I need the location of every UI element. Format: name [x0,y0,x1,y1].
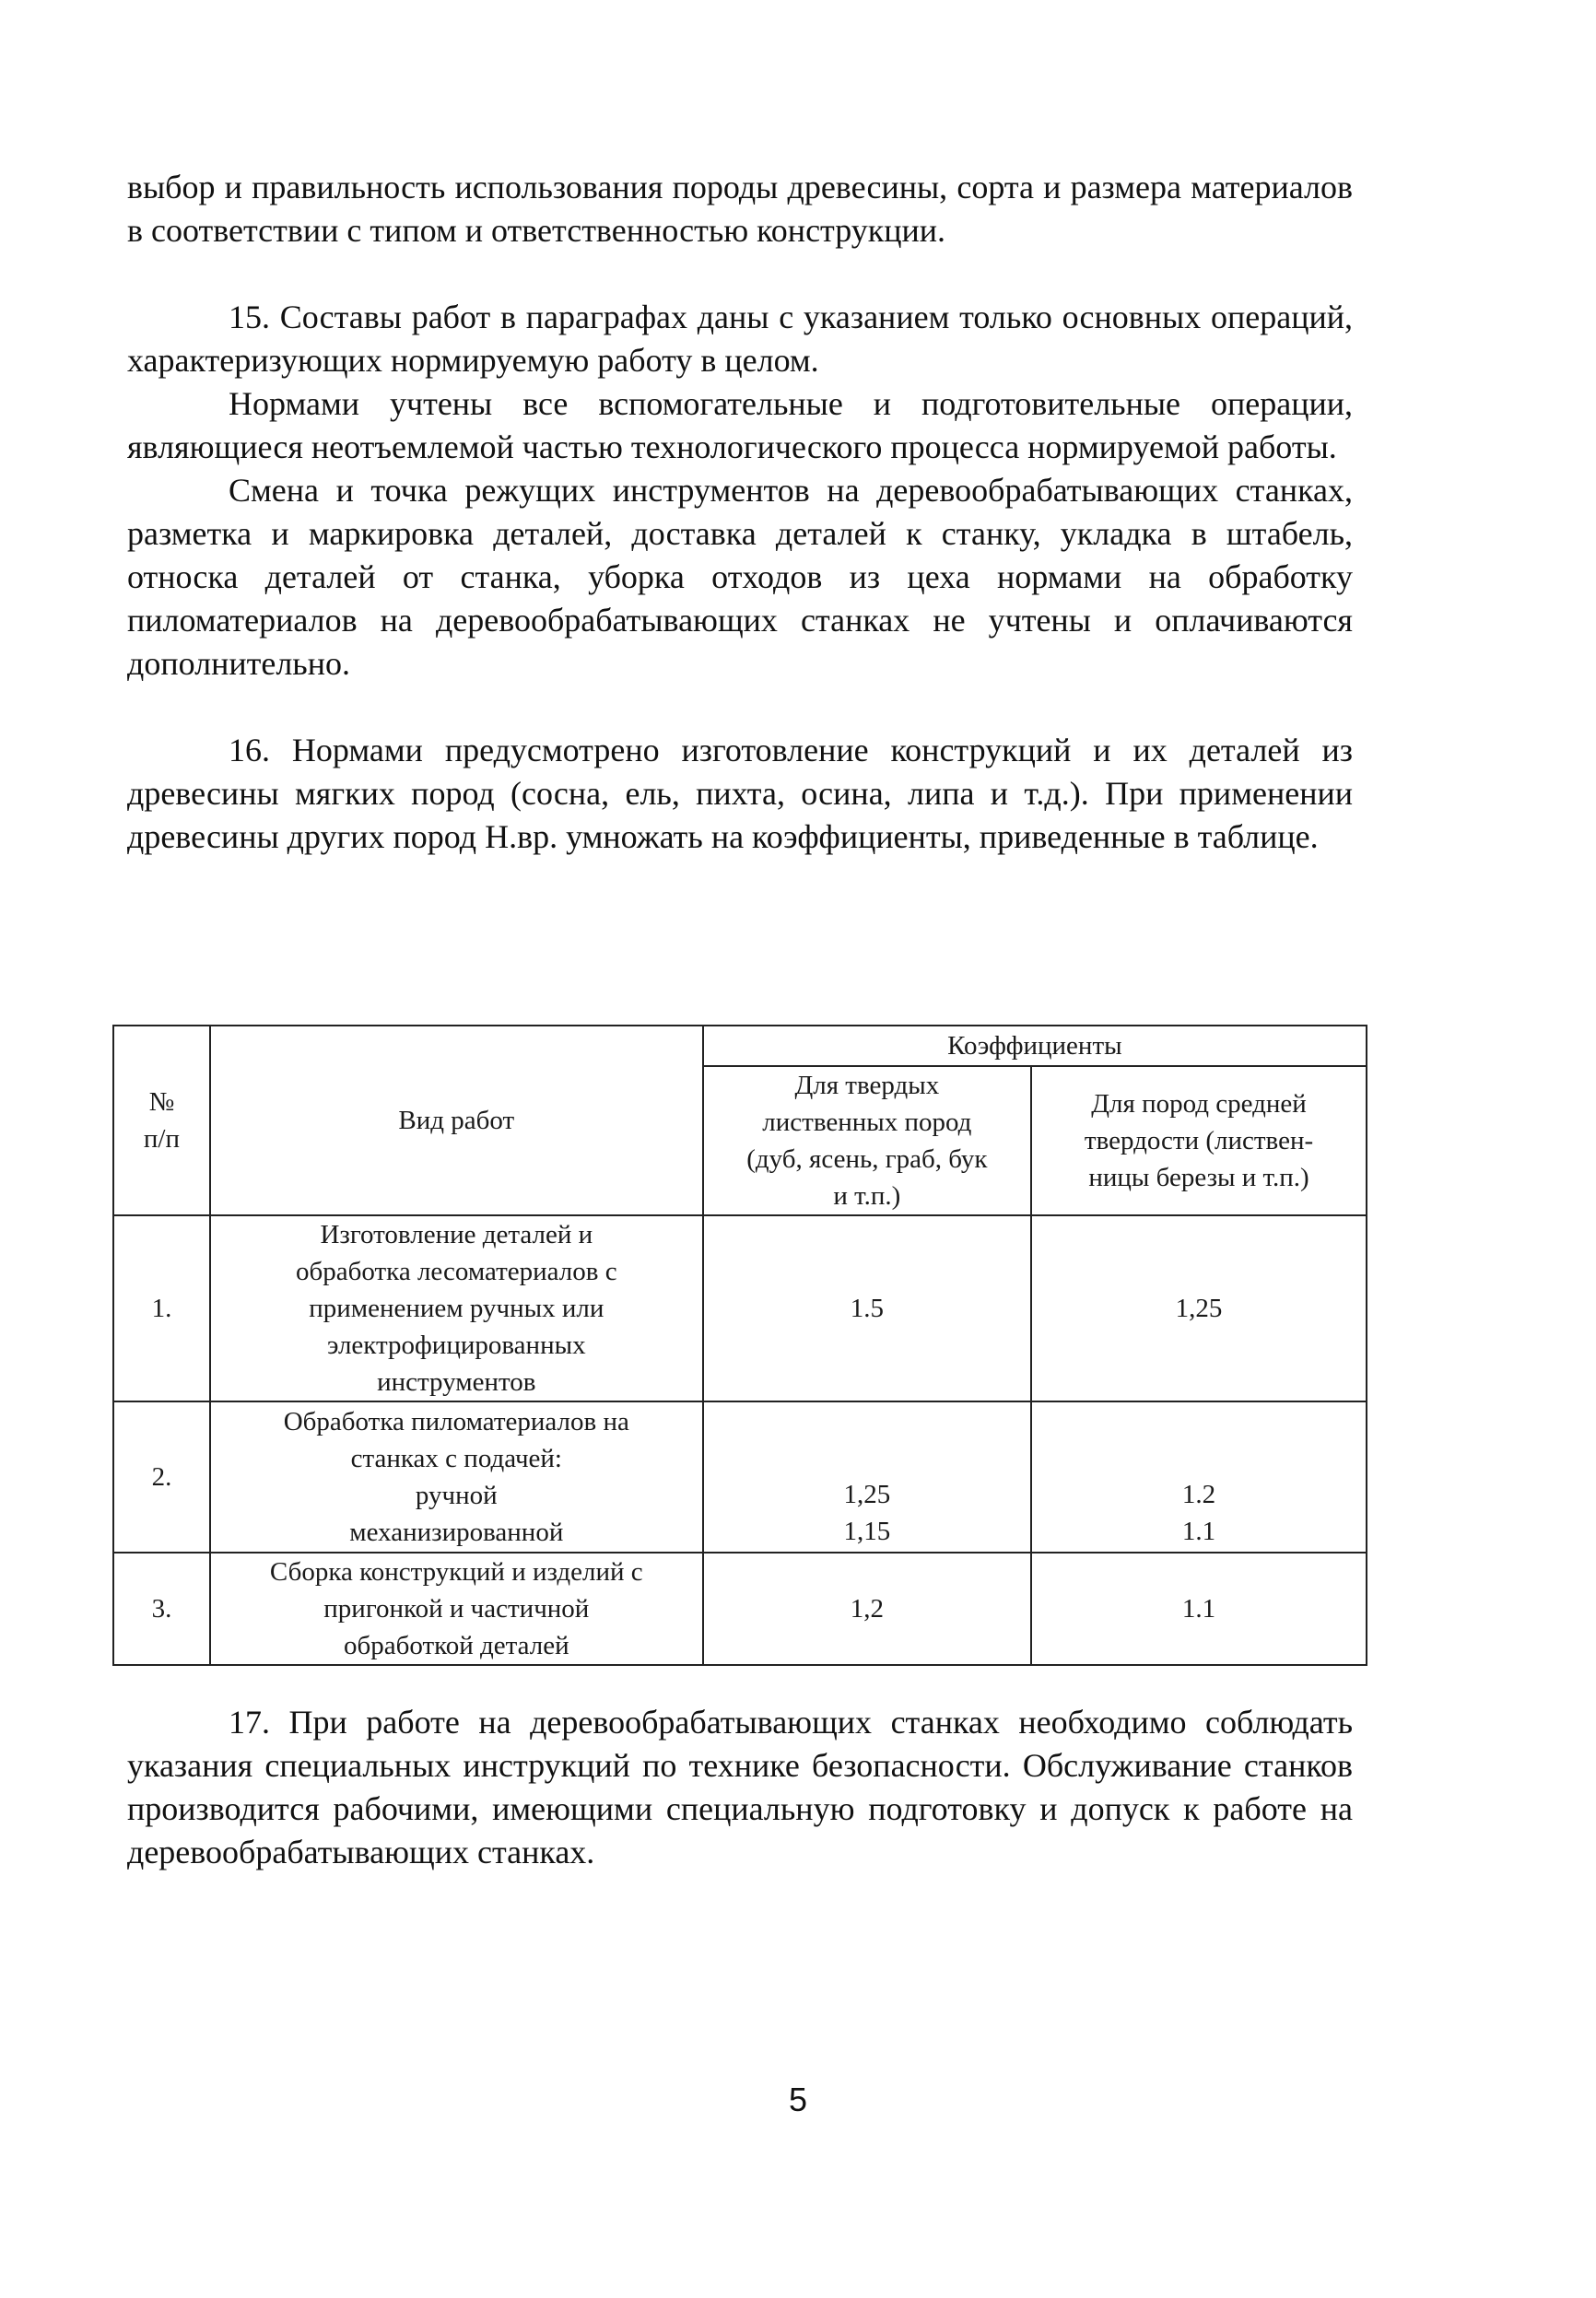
header-work-type: Вид работ [210,1026,703,1215]
paragraph-17: 17. При работе на деревообрабатывающих станках необходимо соблюдать указания специальных инструкций по технике безопасности. Обслуживание станков производится рабочими, имеющими специальную подготовку и допуск к работе на деревообрабатывающих станках. [127,1704,1353,1870]
row-work: Изготовление деталей и обработка лесоматериалов с применением ручных или электрофицированных инструментов [210,1215,703,1401]
row-work: Обработка пиломатериалов на станках с подачей: ручной механизированной [210,1401,703,1553]
row-num: 2. [113,1401,210,1553]
row-work: Сборка конструкций и изделий с пригонкой и частичной обработкой деталей [210,1553,703,1665]
row-medium-value: 1,25 [1031,1215,1367,1401]
table-row [113,1553,1367,1665]
header-coefficients: Коэффициенты [703,1026,1367,1066]
paragraph-14-end: выбор и правильность использования породы древесины, сорта и размера материалов в соответствии с типом и ответственностью конструкции. [127,169,1353,249]
table-header-row [113,1026,1367,1066]
paragraph-15: 15. Составы работ в параграфах даны с указанием только основных операций, характеризующих нормируемую работу в целом. [127,299,1353,379]
header-num: № п/п [113,1026,210,1215]
coefficients-table [112,1025,1367,1666]
row-hard-value: 1,2 [703,1553,1031,1665]
row-num: 3. [113,1553,210,1665]
header-medium-wood: Для пород средней твердости (листвен- ницы березы и т.п.) [1031,1066,1367,1215]
paragraph-15-norms: Нормами учтены все вспомогательные и подготовительные операции, являющиеся неотъемлемой частью технологического процесса нормируемой работы. [127,385,1353,465]
table-row [113,1401,1367,1553]
document-page [127,166,1353,859]
row-hard-value: 1,25 1,15 [703,1401,1031,1553]
row-hard-value: 1.5 [703,1215,1031,1401]
row-num: 1. [113,1215,210,1401]
header-hard-wood: Для твердых лиственных пород (дуб, ясень, граб, бук и т.п.) [703,1066,1031,1215]
paragraph-16: 16. Нормами предусмотрено изготовление конструкций и их деталей из древесины мягких пород (сосна, ель, пихта, осина, липа и т.д.). При применении древесины других пород Н.вр. умножать на коэффициенты, приведенные в таблице. [127,732,1353,855]
paragraph-15-tools: Смена и точка режущих инструментов на деревообрабатывающих станках, разметка и маркировка деталей, доставка деталей к станку, укладка в штабель, относка деталей от станка, уборка отходов из цеха нормами на обработку пиломатериалов на деревообрабатывающих станках не учтены и оплачиваются дополнительно. [127,472,1353,682]
document-page-lower [127,1701,1353,1874]
table-row [113,1215,1367,1401]
row-medium-value: 1.2 1.1 [1031,1401,1367,1553]
row-medium-value: 1.1 [1031,1553,1367,1665]
page-number: 5 [788,2081,808,2118]
